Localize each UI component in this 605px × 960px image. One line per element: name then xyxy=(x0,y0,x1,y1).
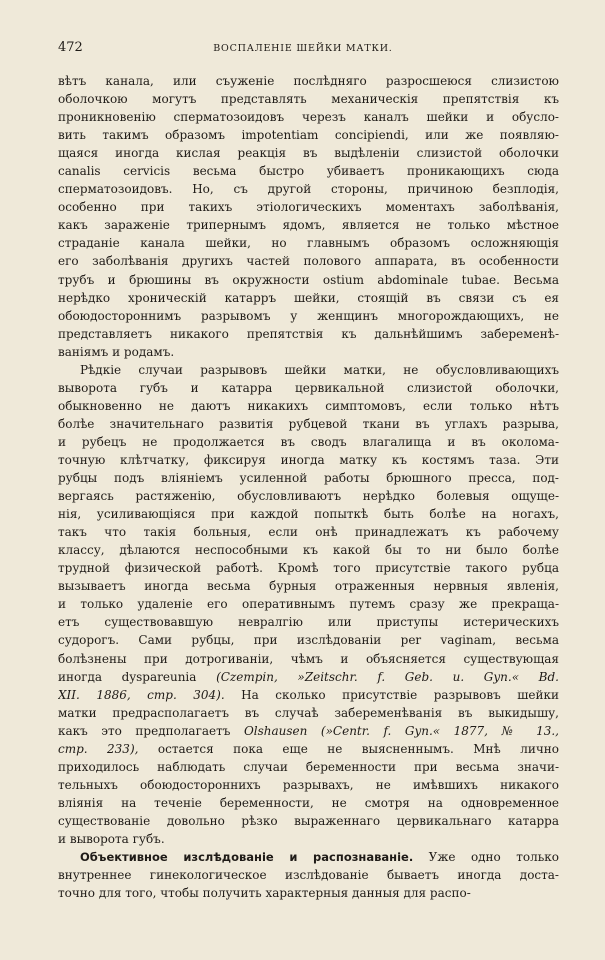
body-text xyxy=(58,72,559,902)
text-fragment: На сколько присутствіе разрывовъ шейки xyxy=(224,687,559,702)
text-fragment: остается пока еще не выясненнымъ. Мнѣ лично xyxy=(138,741,559,756)
text-line: оболочкою могутъ представлять механическія препятствія къ xyxy=(58,92,559,107)
text-line: внутреннее гинекологическое изслѣдованіе бываетъ иногда доста- xyxy=(58,868,559,883)
text-line-subheading xyxy=(58,848,559,866)
citation-czempin: (Czempin, »Zeitschr. f. Geb. u. Gyn.« Bd. xyxy=(216,669,559,684)
text-line: болѣе значительнаго развитія рубцевой ткани въ углахъ разрыва, xyxy=(58,416,559,431)
text-line: нія, усиливающіяся при каждой попыткѣ быть болѣе на ногахъ, xyxy=(58,507,559,522)
text-line: трубъ и брюшины въ окружности ostium abdominale tubae. Весьма xyxy=(58,272,559,287)
page-number: 472 xyxy=(58,40,83,55)
text-line: ваніямъ и родамъ. xyxy=(58,344,175,359)
text-line: тельныхъ обоюдостороннихъ разрывахъ, не имѣвшихъ никакого xyxy=(58,777,559,792)
text-line: точную клѣтчатку, фиксируя иногда матку къ костямъ таза. Эти xyxy=(58,452,559,467)
text-line: особенно при такихъ этіологическихъ моментахъ заболѣванія, xyxy=(58,200,559,215)
text-line-citation xyxy=(58,668,559,686)
text-line: существованіе довольно рѣзко выраженнаго цервикальнаго катарра xyxy=(58,813,559,828)
text-line: обыкновенно не даютъ никакихъ симптомовъ, если только нѣтъ xyxy=(58,398,559,413)
text-line: представляетъ никакого препятствія къ дальнѣйшимъ забеременѣ- xyxy=(58,326,559,341)
text-line: выворота губъ и катарра цервикальной слизистой оболочки, xyxy=(58,380,559,395)
text-line: какъ зараженіе трипернымъ ядомъ, является не только мѣстное xyxy=(58,218,559,233)
text-line: точно для того, чтобы получить характерныя данныя для распо- xyxy=(58,886,471,901)
text-line: и только удаленіе его оперативнымъ путемъ сразу же прекраща- xyxy=(58,597,559,612)
text-line: обоюдостороннимъ разрывомъ у женщинъ многорождающихъ, не xyxy=(58,308,559,323)
text-line: и рубецъ не продолжается въ сводъ влагалища и въ околома- xyxy=(58,434,559,449)
text-line: щаяся иногда кислая реакція въ выдѣленіи слизистой оболочки xyxy=(58,146,559,161)
text-line: етъ существовавшую невралгію или приступы истерическихъ xyxy=(58,615,559,630)
text-fragment: какъ это предполагаетъ xyxy=(58,723,244,738)
text-line: болѣзнены при дотрогиваніи, чѣмъ и объясняется существующая xyxy=(58,651,559,666)
text-line: вить такимъ образомъ impotentiam concipiendi, или же появляю- xyxy=(58,128,559,143)
text-line: его заболѣванія другихъ частей полового аппарата, въ особенности xyxy=(58,254,559,269)
running-title: ВОСПАЛЕНІЕ ШЕЙКИ МАТКИ. xyxy=(213,43,393,54)
text-line: матки предрасполагаетъ въ случаѣ забеременѣванія въ выкидышу, xyxy=(58,705,559,720)
text-line: canalis cervicis весьма быстро убиваетъ проникающихъ сюда xyxy=(58,164,559,179)
page-header xyxy=(58,40,543,55)
text-line: рубцы подъ вліяніемъ усиленной работы брюшного пресса, под- xyxy=(58,471,559,486)
text-line: трудной физической работѣ. Кромѣ того присутствіе такого рубца xyxy=(58,561,559,576)
text-line-citation xyxy=(58,686,559,704)
text-line: вѣтъ канала, или съуженіе послѣдняго разросшеюся слизистою xyxy=(58,74,559,88)
text-line: нерѣдко хроническій катарръ шейки, стоящій въ связи съ ея xyxy=(58,290,559,305)
text-line: такъ что такія больныя, если онѣ принадлежатъ къ рабочему xyxy=(58,525,559,540)
text-line: вліянія на теченіе беременности, не смотря на одновременное xyxy=(58,795,559,810)
text-line: Рѣдкіе случаи разрывовъ шейки матки, не обусловливающихъ xyxy=(80,362,559,377)
text-fragment: Уже одно только xyxy=(428,850,559,865)
text-line: сперматозоидовъ. Но, съ другой стороны, причиною безплодія, xyxy=(58,182,559,197)
citation-czempin-cont: XII. 1886, стр. 304). xyxy=(58,687,225,702)
text-line: приходилось наблюдать случаи беременности при весьма значи- xyxy=(58,759,559,774)
citation-olshausen-cont: стр. 233), xyxy=(58,741,139,756)
text-fragment: иногда dyspareunia xyxy=(58,669,217,684)
text-line-citation xyxy=(58,722,559,740)
text-line: классу, дѣлаются неспособными къ какой бы то ни было болѣе xyxy=(58,543,559,558)
text-line-citation xyxy=(58,740,559,758)
text-line: судорогъ. Сами рубцы, при изслѣдованіи per vaginam, весьма xyxy=(58,633,559,648)
citation-olshausen: Olshausen (»Centr. f. Gyn.« 1877, № 13., xyxy=(243,723,559,738)
text-line: и выворота губъ. xyxy=(58,831,165,846)
text-line: вергаясь растяженію, обусловливаютъ нерѣдко болевыя ощуще- xyxy=(58,489,559,504)
text-line: страданіе канала шейки, но главнымъ образомъ осложняющія xyxy=(58,236,559,251)
text-line: вызываетъ иногда весьма бурныя отраженныя нервныя явленія, xyxy=(58,579,559,594)
section-subheading: Объективное изслѣдованіе и распознаваніе. xyxy=(80,850,414,865)
text-line: проникновенію сперматозоидовъ черезъ каналъ шейки и обусло- xyxy=(58,110,559,125)
